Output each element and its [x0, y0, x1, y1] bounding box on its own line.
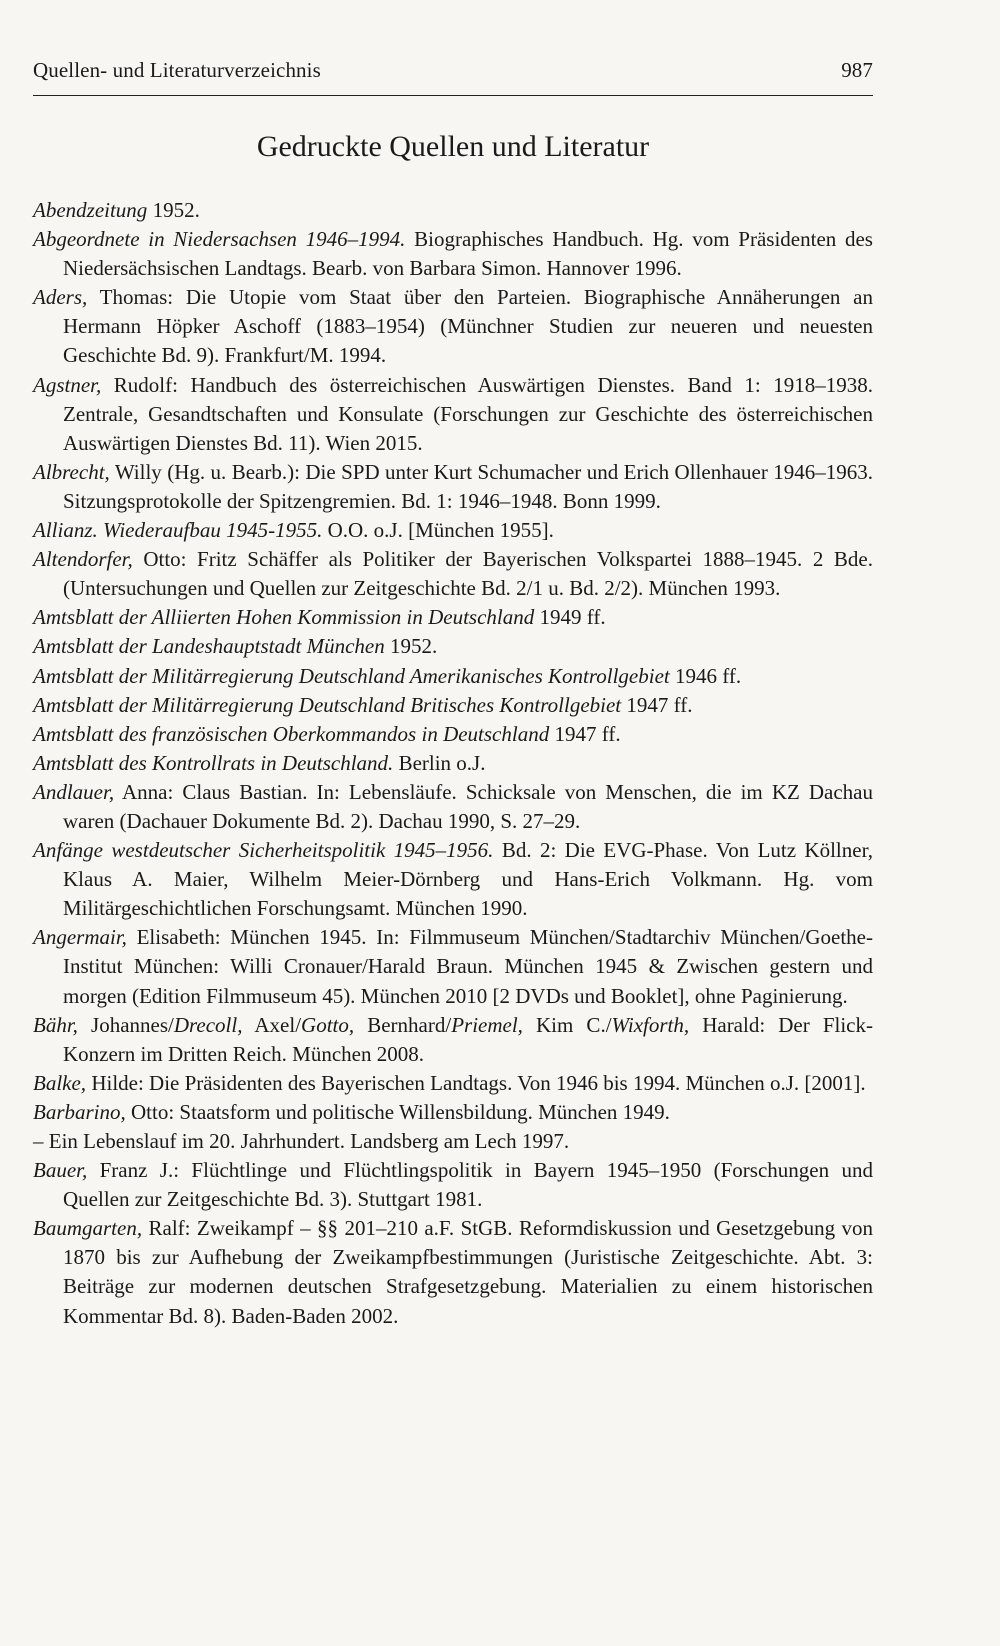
entry-author: Altendorfer,	[33, 547, 133, 572]
entry-text: Elisabeth: München 1945. In: Filmmuseum München/Stadtarchiv München/Goethe-Institut München: Willi Cronauer/Harald Braun. München 1945 & Zwischen gestern und morgen (Edition Filmmuseum 45). München 2010 [2 DVDs und Booklet], ohne Paginierung.	[63, 925, 873, 1008]
entry-author: Abgeordnete in Niedersachsen 1946–1994.	[33, 227, 406, 252]
entry-text: Hilde: Die Präsidenten des Bayerischen Landtags. Von 1946 bis 1994. München o.J. [2001].	[86, 1070, 866, 1095]
entry-author: Albrecht,	[33, 459, 110, 484]
entry-author: Angermair,	[33, 925, 127, 950]
entry-author: Baumgarten,	[33, 1216, 143, 1241]
entry-author: Amtsblatt der Landeshauptstadt München	[33, 634, 385, 659]
header-rule	[33, 95, 873, 96]
bibliography-entry	[33, 516, 873, 545]
entry-text: Berlin o.J.	[393, 750, 486, 775]
entry-text: O.O. o.J. [München 1955].	[322, 518, 554, 543]
entry-author: Anfänge westdeutscher Sicherheitspolitik 1945–1956.	[33, 838, 494, 863]
bibliography-entry	[33, 836, 873, 923]
entry-text: Bernhard/	[354, 1012, 452, 1037]
entry-author: Barbarino,	[33, 1099, 126, 1124]
bibliography-entry	[33, 225, 873, 283]
entry-text: 1949 ff.	[534, 605, 606, 630]
bibliography-entry	[33, 778, 873, 836]
bibliography-entry	[33, 632, 873, 661]
entry-text: Anna: Claus Bastian. In: Lebensläufe. Schicksale von Menschen, die im KZ Dachau waren (Dachauer Dokumente Bd. 2). Dachau 1990, S. 27–29.	[63, 779, 873, 833]
entry-author: Drecoll,	[173, 1012, 243, 1037]
entry-text: Kim C./	[522, 1012, 612, 1037]
bibliography-entry	[33, 1214, 873, 1330]
bibliography-entry	[33, 923, 873, 1010]
bibliography-entry	[33, 458, 873, 516]
bibliography-entry	[33, 545, 873, 603]
bibliography-entry	[33, 283, 873, 370]
section-title: Gedruckte Quellen und Literatur	[256, 130, 650, 163]
entry-text: Otto: Staatsform und politische Willensbildung. München 1949.	[125, 1099, 670, 1124]
entry-text: 1947 ff.	[621, 692, 693, 717]
entry-author: Priemel,	[451, 1012, 523, 1037]
entry-text: Biographisches Handbuch. Hg. vom Präsidenten des Niedersächsischen Landtags. Bearb. von Barbara Simon. Hannover 1996.	[63, 227, 873, 281]
entry-author: Bauer,	[33, 1158, 88, 1183]
bibliography-entry	[33, 1127, 873, 1156]
entry-author: Amtsblatt des Kontrollrats in Deutschland.	[33, 750, 394, 775]
entry-author: Gotto,	[301, 1012, 355, 1037]
entry-text: – Ein Lebenslauf im 20. Jahrhundert. Landsberg am Lech 1997.	[33, 1129, 570, 1153]
entry-text: Axel/	[242, 1012, 302, 1037]
entry-author: Amtsblatt der Alliierten Hohen Kommission in Deutschland	[33, 605, 535, 630]
bibliography-entry	[33, 1069, 873, 1098]
entry-text: Bd. 2: Die EVG-Phase. Von Lutz Köllner, Klaus A. Maier, Wilhelm Meier-Dörnberg und Hans-Erich Volkmann. Hg. vom Militärgeschichtlichen Forschungsamt. München 1990.	[63, 838, 873, 921]
running-head	[33, 58, 873, 83]
entry-text: 1947 ff.	[549, 721, 621, 746]
bibliography-list	[33, 196, 873, 1331]
bibliography-entry	[33, 196, 873, 225]
bibliography-entry	[33, 1011, 873, 1069]
entry-author: Allianz. Wiederaufbau 1945-1955.	[33, 518, 323, 543]
entry-author: Balke,	[33, 1070, 87, 1095]
entry-text: Otto: Fritz Schäffer als Politiker der Bayerischen Volkspartei 1888–1945. 2 Bde. (Untersuchungen und Quellen zur Zeitgeschichte Bd. 2/1 u. Bd. 2/2). München 1993.	[63, 547, 873, 601]
entry-text: 1952.	[147, 198, 200, 222]
entry-author: Amtsblatt des französischen Oberkommandos in Deutschland	[33, 721, 550, 746]
page-number: 987	[841, 58, 873, 82]
entry-text: Harald: Der Flick-Konzern im Dritten Reich. München 2008.	[63, 1012, 873, 1066]
entry-text: Ralf: Zweikampf – §§ 201–210 a.F. StGB. Reformdiskussion und Gesetzgebung von 1870 bis zur Aufhebung der Zweikampfbestimmungen (Juristische Zeitgeschichte. Abt. 3: Beiträge zur modernen deutschen Strafgesetzgebung. Materialien zu einem historischen Kommentar Bd. 8). Baden-Baden 2002.	[63, 1216, 873, 1328]
bibliography-entry	[33, 691, 873, 720]
entry-author: Andlauer,	[33, 779, 115, 804]
entry-text: Franz J.: Flüchtlinge und Flüchtlingspolitik in Bayern 1945–1950 (Forschungen und Quellen zur Zeitgeschichte Bd. 3). Stuttgart 1981.	[63, 1158, 873, 1212]
entry-text: Johannes/	[77, 1012, 174, 1037]
entry-text: Willy (Hg. u. Bearb.): Die SPD unter Kurt Schumacher und Erich Ollenhauer 1946–1963. Sitzungsprotokolle der Spitzengremien. Bd. 1: 1946–1948. Bonn 1999.	[63, 459, 873, 513]
entry-author: Abendzeitung	[33, 198, 148, 222]
entry-text: 1946 ff.	[669, 663, 742, 688]
bibliography-entry	[33, 1156, 873, 1214]
entry-text: 1952.	[384, 634, 438, 659]
entry-text: Thomas: Die Utopie vom Staat über den Parteien. Biographische Annäherungen an Hermann Höpker Aschoff (1883–1954) (Münchner Studien zur neueren und neuesten Geschichte Bd. 9). Frankfurt/M. 1994.	[63, 285, 873, 368]
entry-author: Amtsblatt der Militärregierung Deutschland Amerikanisches Kontrollgebiet	[33, 663, 670, 688]
entry-author: Bähr,	[33, 1012, 78, 1037]
running-title: Quellen- und Literaturverzeichnis	[33, 58, 321, 82]
entry-author: Amtsblatt der Militärregierung Deutschland Britisches Kontrollgebiet	[33, 692, 622, 717]
entry-author: Wixforth,	[611, 1012, 690, 1037]
entry-text: Rudolf: Handbuch des österreichischen Auswärtigen Dienstes. Band 1: 1918–1938. Zentrale, Gesandtschaften und Konsulate (Forschungen zur Geschichte des österreichischen Auswärtigen Dienstes Bd. 11). Wien 2015.	[63, 372, 873, 455]
bibliography-entry	[33, 603, 873, 632]
bibliography-entry	[33, 720, 873, 749]
bibliography-entry	[33, 371, 873, 458]
bibliography-entry	[33, 749, 873, 778]
entry-author: Agstner,	[33, 372, 102, 397]
bibliography-entry	[33, 662, 873, 691]
entry-author: Aders,	[33, 285, 88, 310]
bibliography-entry	[33, 1098, 873, 1127]
